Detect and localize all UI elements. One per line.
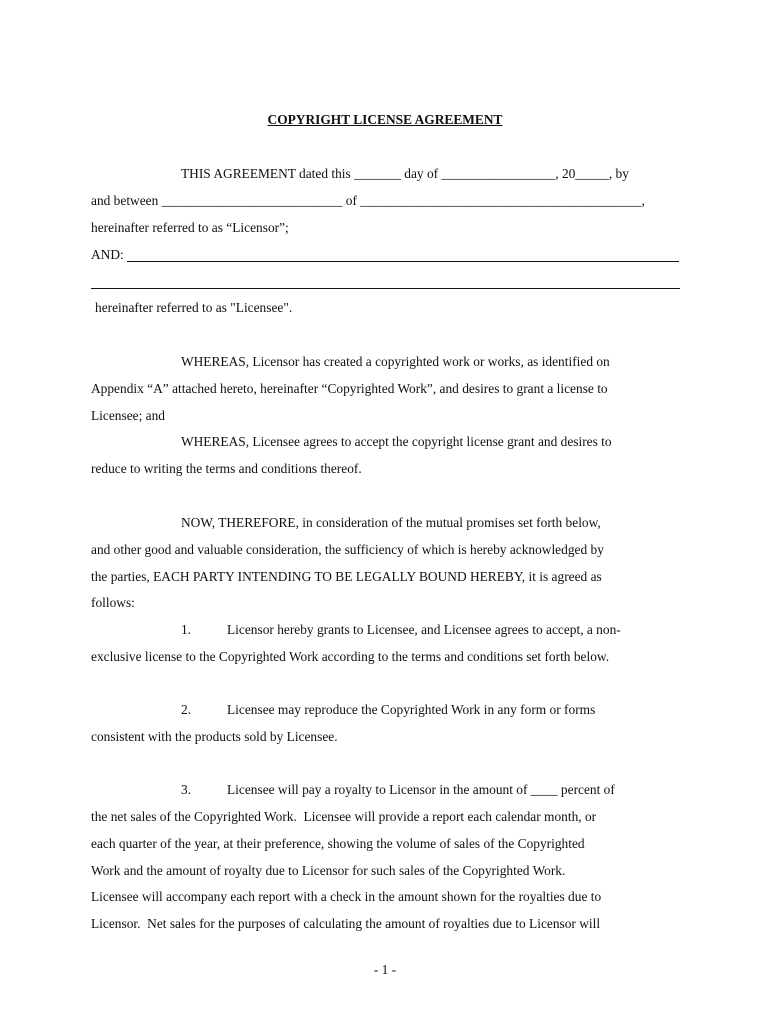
blank-line-licensee-address [91, 288, 680, 289]
clause-number: 3. [181, 782, 192, 797]
page-number: - 1 - [373, 962, 397, 977]
recital-line: reduce to writing the terms and conditions thereof. [91, 461, 362, 476]
consideration-line: NOW, THEREFORE, in consideration of the mutual promises set forth below, [181, 515, 601, 530]
clause-line: exclusive license to the Copyrighted Work according to the terms and conditions set forth below. [91, 649, 610, 664]
blank-line-licensee-name [127, 261, 679, 262]
clause-line: the net sales of the Copyrighted Work. Licensee will provide a report each calendar month, or [91, 809, 597, 824]
recital-line: Licensee; and [91, 408, 165, 423]
consideration-line: and other good and valuable consideration, the sufficiency of which is hereby acknowledged by [91, 542, 604, 557]
document-title: COPYRIGHT LICENSE AGREEMENT [267, 112, 503, 127]
clause-line: Licensee will accompany each report with a check in the amount shown for the royalties due to [91, 889, 602, 904]
consideration-line: the parties, EACH PARTY INTENDING TO BE LEGALLY BOUND HEREBY, it is agreed as [91, 569, 602, 584]
consideration-line: follows: [91, 595, 135, 610]
clause-number: 1. [181, 622, 192, 637]
preamble-line: hereinafter referred to as "Licensee". [95, 300, 293, 315]
recital-line: WHEREAS, Licensor has created a copyrighted work or works, as identified on [181, 354, 610, 369]
preamble-line: and between ___________________________ of __________________________________________, [91, 193, 645, 208]
clause-line: Work and the amount of royalty due to Licensor for such sales of the Copyrighted Work. [91, 863, 566, 878]
clause-number: 2. [181, 702, 192, 717]
clause-line: consistent with the products sold by Licensee. [91, 729, 338, 744]
clause-line: Licensor. Net sales for the purposes of calculating the amount of royalties due to Licensor will [91, 916, 601, 931]
clause-line: Licensor hereby grants to Licensee, and Licensee agrees to accept, a non- [227, 622, 621, 637]
preamble-line: hereinafter referred to as “Licensor”; [91, 220, 289, 235]
recital-line: WHEREAS, Licensee agrees to accept the copyright license grant and desires to [181, 434, 612, 449]
recital-line: Appendix “A” attached hereto, hereinafter “Copyrighted Work”, and desires to grant a license to [91, 381, 608, 396]
clause-line: Licensee may reproduce the Copyrighted Work in any form or forms [227, 702, 596, 717]
clause-line: each quarter of the year, at their preference, showing the volume of sales of the Copyrighted [91, 836, 585, 851]
preamble-line: THIS AGREEMENT dated this _______ day of _________________, 20_____, by [181, 166, 629, 181]
and-label: AND: [91, 247, 124, 262]
clause-line: Licensee will pay a royalty to Licensor in the amount of ____ percent of [227, 782, 615, 797]
